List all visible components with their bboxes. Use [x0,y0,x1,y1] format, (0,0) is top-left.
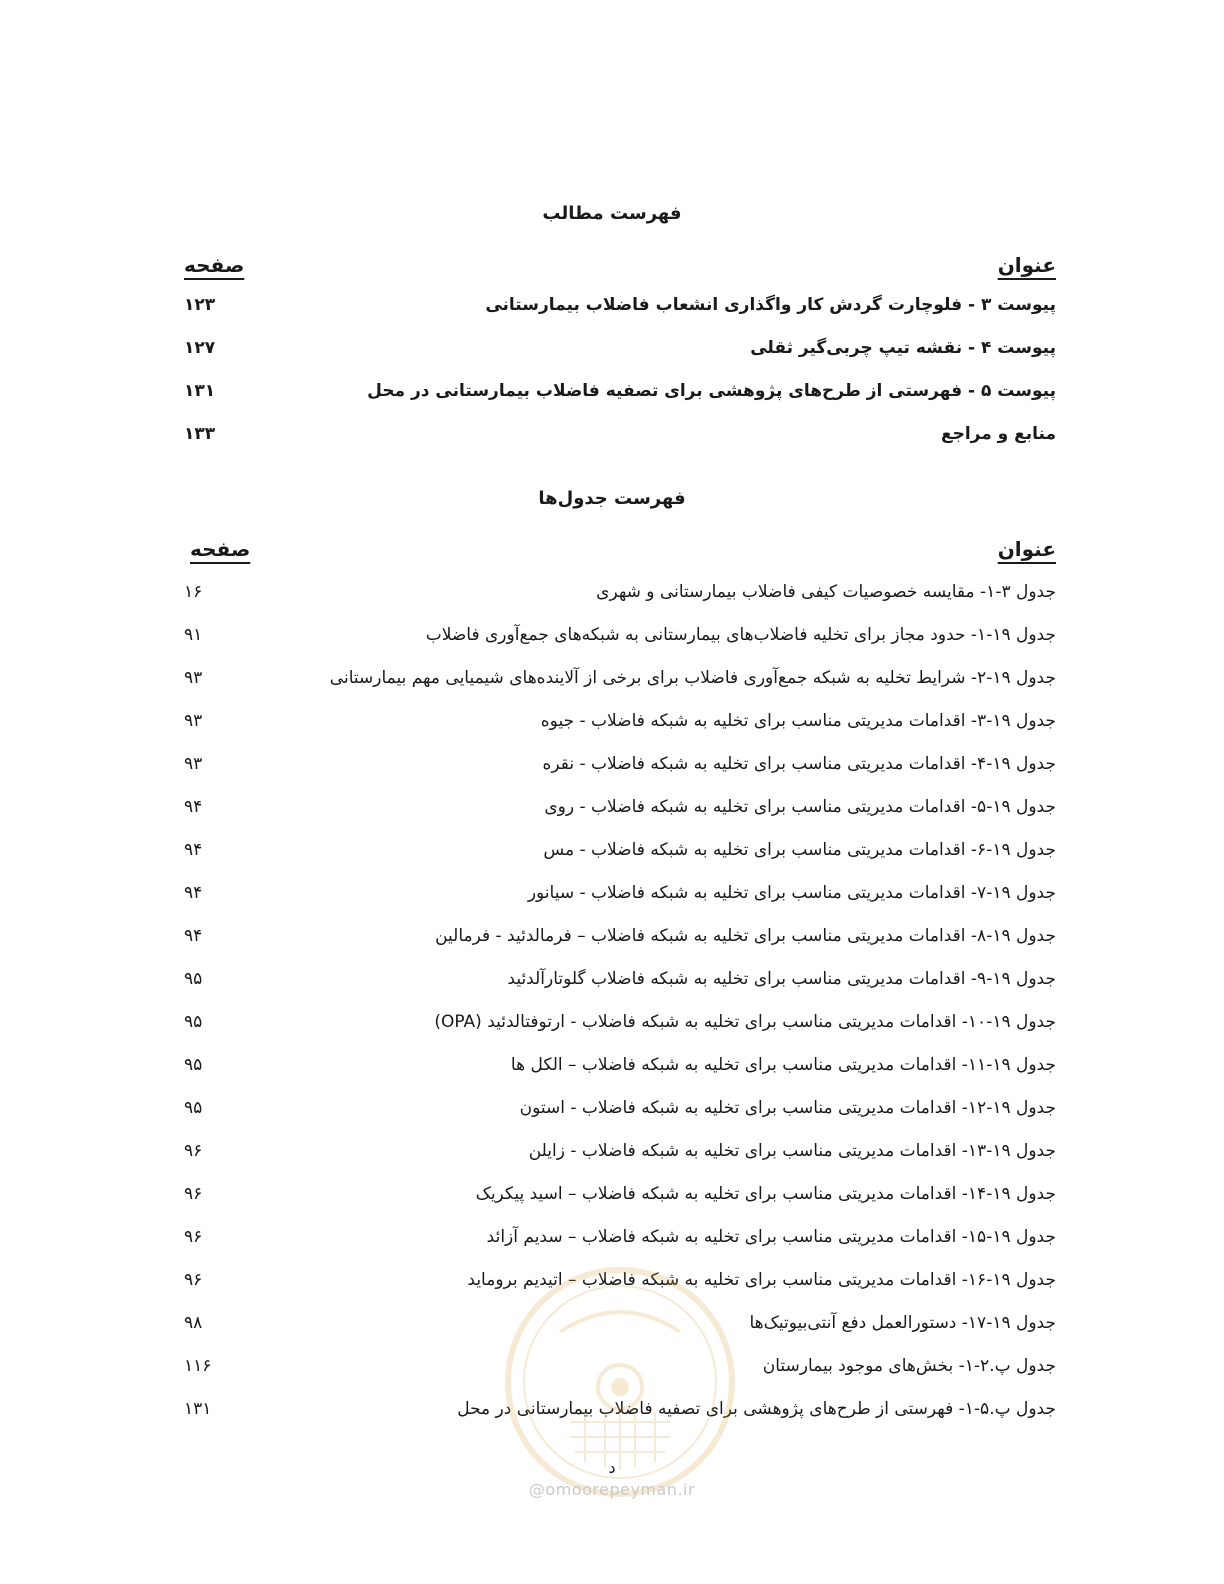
table-list-row-title: جدول ۱۹-۵- اقدامات مدیریتی مناسب برای تخلیه به شبکه فاضلاب - روی [544,797,1056,817]
table-list-row-title: جدول ۱۹-۴- اقدامات مدیریتی مناسب برای تخلیه به شبکه فاضلاب - نقره [542,754,1056,774]
table-list-row[interactable] [180,926,1056,956]
table-list-row-title: جدول ۱۹-۶- اقدامات مدیریتی مناسب برای تخلیه به شبکه فاضلاب - مس [543,840,1056,860]
table-list-row-page: ۹۶ [184,1227,203,1247]
table-list-row-title: جدول ۳-۱- مقایسه خصوصیات کیفی فاضلاب بیمارستانی و شهری [596,582,1056,602]
table-list-row-page: ۹۳ [184,754,203,774]
table-list-row-title: جدول ۱۹-۱۷- دستورالعمل دفع آنتی‌بیوتیک‌ها [749,1313,1056,1333]
table-list-row[interactable] [180,711,1056,741]
table-list-row-title: جدول ۱۹-۱۳- اقدامات مدیریتی مناسب برای تخلیه به شبکه فاضلاب - زایلن [528,1141,1056,1161]
page-number: د [608,1458,616,1477]
tables-title-column-header: عنوان [997,537,1056,561]
table-list-row-page: ۱۶ [184,582,203,602]
table-list-row[interactable] [180,625,1056,655]
contents-row[interactable] [180,381,1056,411]
table-list-row[interactable] [180,1184,1056,1214]
table-list-row-page: ۱۳۱ [184,1399,212,1419]
table-list-row[interactable] [180,582,1056,612]
tables-page-column-header: صفحه [190,537,251,561]
table-list-row-page: ۹۴ [184,840,203,860]
table-list-row-title: جدول ۱۹-۳- اقدامات مدیریتی مناسب برای تخلیه به شبکه فاضلاب - جیوه [540,711,1056,731]
table-list-row-page: ۹۳ [184,711,203,731]
contents-row[interactable] [180,295,1056,325]
table-list-row-page: ۹۶ [184,1141,203,1161]
table-list-row-page: ۹۵ [184,1055,203,1075]
table-list-row-page: ۹۶ [184,1270,203,1290]
table-list-row-title: جدول ۱۹-۱- حدود مجاز برای تخلیه فاضلاب‌های بیمارستانی به شبکه‌های جمع‌آوری فاضلاب [425,625,1056,645]
table-list-row-title: جدول ۱۹-۸- اقدامات مدیریتی مناسب برای تخلیه به شبکه فاضلاب – فرمالدئید - فرمالین [435,926,1056,946]
table-list-row-title: جدول ۱۹-۱۵- اقدامات مدیریتی مناسب برای تخلیه به شبکه فاضلاب – سدیم آزائد [486,1227,1056,1247]
contents-row[interactable] [180,424,1056,454]
tables-heading: فهرست جدول‌ها [538,488,686,509]
table-list-row-title: جدول ۱۹-۱۲- اقدامات مدیریتی مناسب برای تخلیه به شبکه فاضلاب - استون [519,1098,1056,1118]
contents-row-title: پیوست ۴ - نقشه تیپ چربی‌گیر ثقلی [750,338,1056,358]
table-list-row-page: ۹۸ [184,1313,203,1333]
contents-row[interactable] [180,338,1056,368]
table-list-row-page: ۹۴ [184,883,203,903]
contents-row-page: ۱۳۱ [184,381,216,401]
table-list-row-title: جدول ۱۹-۱۴- اقدامات مدیریتی مناسب برای تخلیه به شبکه فاضلاب – اسید پیکریک [475,1184,1056,1204]
table-list-row-title: جدول ۱۹-۷- اقدامات مدیریتی مناسب برای تخلیه به شبکه فاضلاب - سیانور [527,883,1056,903]
table-list-row-title: جدول ۱۹-۹- اقدامات مدیریتی مناسب برای تخلیه به شبکه فاضلاب گلوتارآلدئید [507,969,1056,989]
contents-row-title: پیوست ۳ - فلوچارت گردش کار واگذاری انشعاب فاضلاب بیمارستانی [485,295,1056,315]
contents-page-column-header: صفحه [184,253,245,277]
table-list-row-page: ۹۶ [184,1184,203,1204]
contents-row-page: ۱۲۷ [184,338,216,358]
watermark-text: @omoorepeyman.ir [528,1480,696,1499]
table-list-row-page: ۹۴ [184,797,203,817]
table-list-row-page: ۹۴ [184,926,203,946]
table-list-row-page: ۹۵ [184,1012,203,1032]
table-list-row-title: جدول پ.۵-۱- فهرستی از طرح‌های پژوهشی برای تصفیه فاضلاب بیمارستانی در محل [457,1399,1056,1419]
contents-row-page: ۱۳۳ [184,424,216,444]
table-list-row-title: جدول ۱۹-۱۰- اقدامات مدیریتی مناسب برای تخلیه به شبکه فاضلاب - ارتوفتالدئید (OPA) [434,1012,1056,1032]
table-list-row-page: ۹۱ [184,625,203,645]
contents-row-title: منابع و مراجع [940,424,1056,444]
table-list-row-title: جدول ۱۹-۲- شرایط تخلیه به شبکه جمع‌آوری فاضلاب برای برخی از آلاینده‌های شیمیایی مهم بیمارستانی [329,668,1056,688]
table-list-row-title: جدول پ.۲-۱- بخش‌های موجود بیمارستان [762,1356,1056,1376]
table-list-row[interactable] [180,1012,1056,1042]
table-list-row[interactable] [180,668,1056,698]
contents-title-column-header: عنوان [997,253,1056,277]
table-list-row[interactable] [180,797,1056,827]
table-list-row[interactable] [180,754,1056,784]
table-list-row[interactable] [180,1098,1056,1128]
table-list-row[interactable] [180,840,1056,870]
table-list-row[interactable] [180,1055,1056,1085]
contents-row-page: ۱۲۳ [184,295,216,315]
table-list-row[interactable] [180,969,1056,999]
table-list-row[interactable] [180,883,1056,913]
table-list-row-page: ۹۳ [184,668,203,688]
table-list-row-page: ۹۵ [184,1098,203,1118]
table-list-row-title: جدول ۱۹-۱۶- اقدامات مدیریتی مناسب برای تخلیه به شبکه فاضلاب – اتیدیم برومايد [467,1270,1056,1290]
table-list-row-page: ۱۱۶ [184,1356,212,1376]
contents-heading: فهرست مطالب [542,203,682,224]
table-list-row-title: جدول ۱۹-۱۱- اقدامات مدیریتی مناسب برای تخلیه به شبکه فاضلاب – الکل ها [510,1055,1056,1075]
table-list-row[interactable] [180,1227,1056,1257]
table-list-row-page: ۹۵ [184,969,203,989]
contents-row-title: پیوست ۵ - فهرستی از طرح‌های پژوهشی برای تصفیه فاضلاب بیمارستانی در محل [367,381,1056,401]
table-list-row[interactable] [180,1141,1056,1171]
